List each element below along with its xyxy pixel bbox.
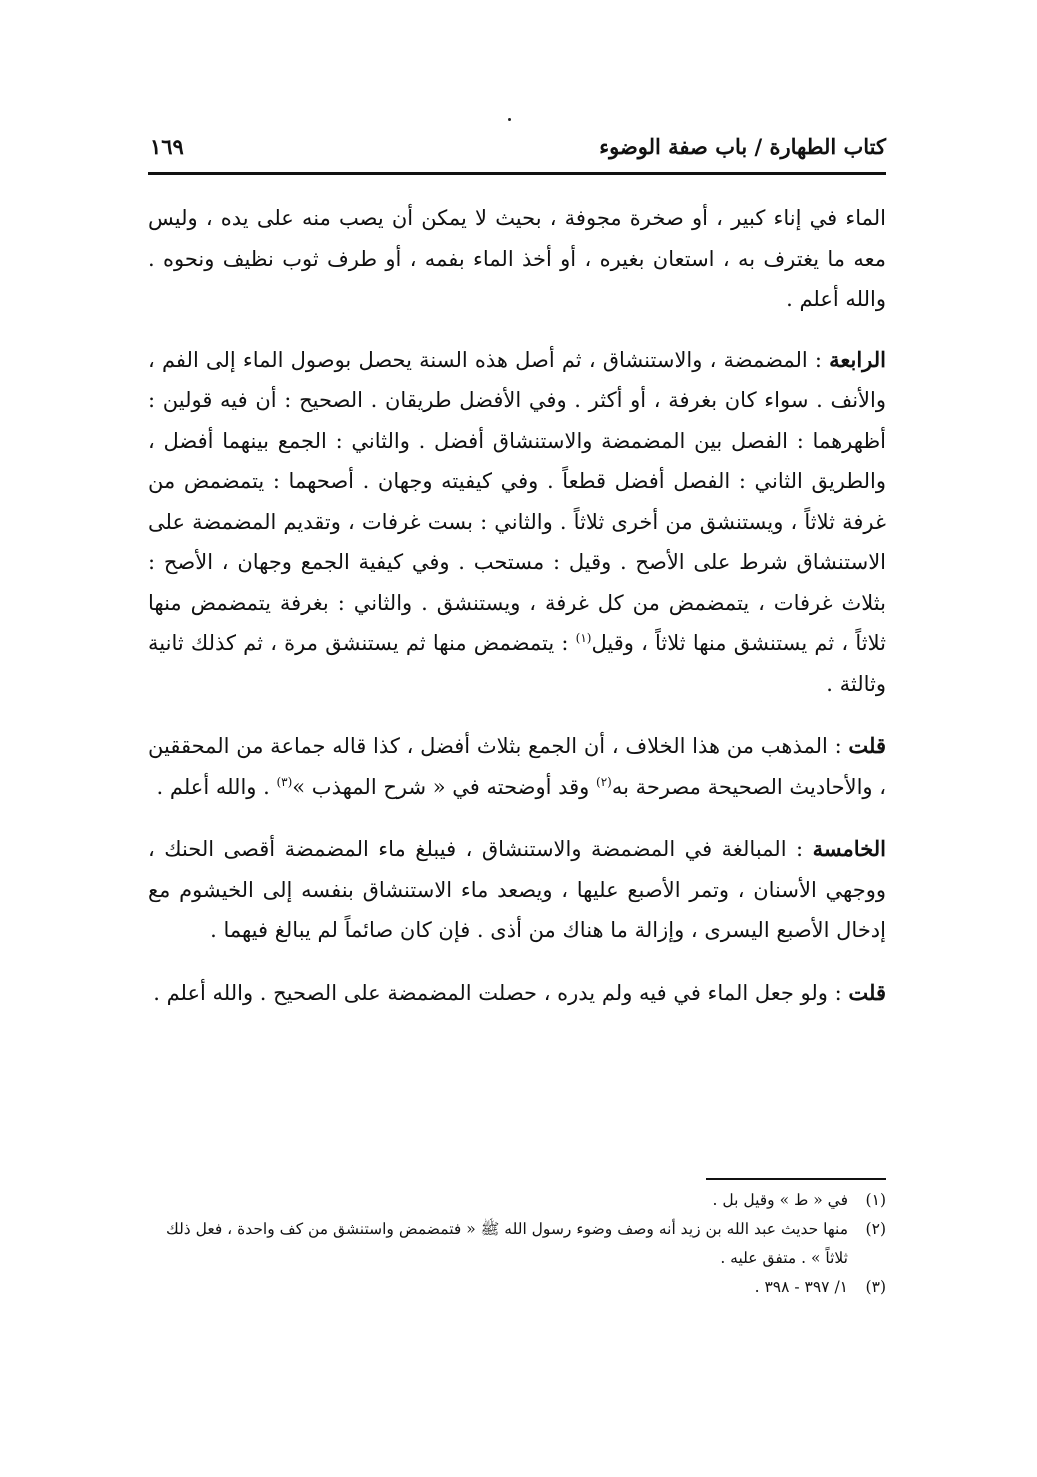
footnote-1-text: في « ط » وقيل بل . [712,1191,848,1209]
paragraph-5 [148,973,886,1014]
footnote-3-text: ١/ ٣٩٧ - ٣٩٨ . [754,1278,848,1296]
footnote-3 [148,1273,886,1302]
running-header [148,130,886,172]
page-number: ١٦٩ [150,134,184,159]
paragraph-3-tail-2: . والله أعلم . [156,774,277,799]
footnote-2 [148,1215,886,1273]
paragraph-4-heading: الخامسة [812,836,886,861]
paragraph-5-text: : ولو جعل الماء في فيه ولم يدره ، حصلت المضمضة على الصحيح . والله أعلم . [153,980,849,1005]
footnote-3-number: (٣) [865,1278,886,1296]
paragraph-2-tail: : يتمضمض منها ثم يستنشق مرة ، ثم كذلك ثانية وثالثة . [148,631,886,696]
paragraph-3-tail: وقد أوضحته في « شرح المهذب » [292,774,596,799]
paragraph-3-heading: قلت [848,733,886,758]
footnote-ref-2: (٢) [596,774,612,789]
ink-speck [508,118,511,121]
paragraph-2-heading: الرابعة [829,346,886,372]
footnote-2-number: (٢) [865,1220,886,1238]
paragraph-3 [148,726,886,807]
footnote-ref-3: (٣) [276,774,293,789]
footnotes [148,1186,886,1302]
footnote-separator [706,1178,886,1180]
header-rule [148,172,886,175]
paragraph-2-text: : المضمضة ، والاستنشاق ، ثم أصل هذه السنة يحصل بوصول الماء إلى الفم ، والأنف . سواء كان بغرفة ، أو أكثر . وفي الأفضل طريقان . الصحيح : أن فيه قولين : أظهرهما : الفصل بين المضمضة والاستنشاق أفضل . والثاني : الجمع بينهما أفضل ، والطريق الثاني : الفصل أفضل قطعاً . وفي كيفيته وجهان . أصحهما : يتمضمض من غرفة ثلاثاً ، ويستنشق من أخرى ثلاثاً . والثاني : بست غرفات ، وتقديم المضمضة على الاستنشاق شرط على الأصح . وقيل : مستحب . وفي كيفية الجمع وجهان ، الأصح : بثلاث غرفات ، يتمضمض من كل غرفة ، ويستنشق . والثاني : بغرفة يتمضمض منها ثلاثاً ، ثم يستنشق منها ثلاثاً ، وقيل [148,347,886,655]
footnote-1-number: (١) [865,1191,886,1209]
paragraph-2 [148,340,886,705]
main-text [148,198,886,1035]
paragraph-1 [148,198,886,320]
paragraph-4-text: : المبالغة في المضمضة والاستنشاق ، فيبلغ ماء المضمضة أقصى الحنك ، ووجهي الأسنان ، وتمر الأصبع عليها ، ويصعد ماء الاستنشاق بنفسه إلى الخيشوم مع إدخال الأصبع اليسرى ، وإزالة ما هناك من أذى . فإن كان صائماً لم يبالغ فيهما . [148,837,886,942]
footnote-1 [148,1186,886,1215]
footnote-ref-1: (١) [575,631,592,645]
footnote-2-text: منها حديث عبد الله بن زيد أنه وصف وضوء رسول الله ﷺ « فتمضمض واستنشق من كف واحدة ، فعل ذلك ثلاثاً » . متفق عليه . [166,1220,848,1267]
chapter-title: كتاب الطهارة / باب صفة الوضوء [599,134,886,159]
paragraph-3-text: : المذهب من هذا الخلاف ، أن الجمع بثلاث أفضل ، كذا قاله جماعة من المحققين ، والأحاديث الصحيحة مصرحة به [148,734,886,799]
paragraph-1-text: الماء في إناء كبير ، أو صخرة مجوفة ، بحيث لا يمكن أن يصب منه على يده ، وليس معه ما يغترف به ، استعان بغيره ، أو أخذ الماء بفمه ، أو طرف ثوب نظيف ونحوه . والله أعلم . [148,206,886,311]
paragraph-4 [148,829,886,951]
paragraph-5-heading: قلت [848,979,886,1005]
